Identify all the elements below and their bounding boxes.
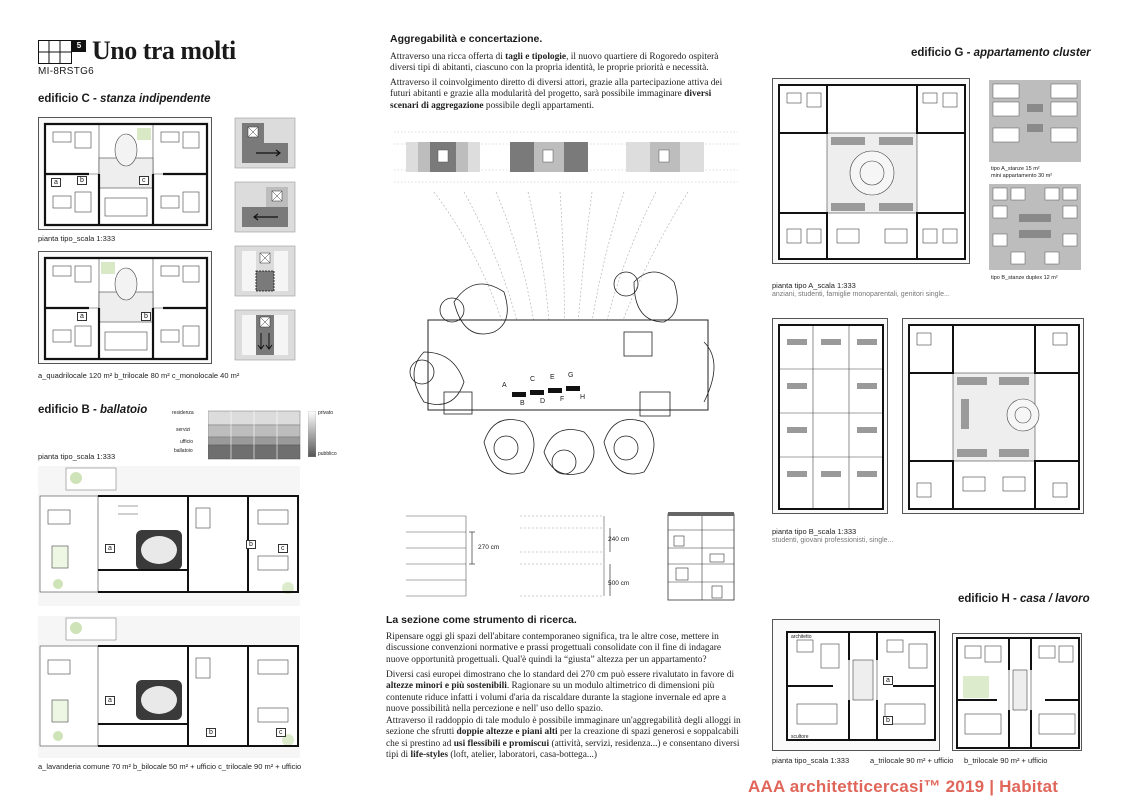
c-caption-2: a_quadrilocale 120 m² b_trilocale 80 m² c_monolocale 40 m² — [38, 371, 240, 380]
panel-number-badge: 5 — [72, 40, 86, 52]
b-plan1-label-a: a — [105, 544, 115, 553]
dim-240: 240 cm — [608, 536, 630, 543]
c-plan1-label-b: b — [77, 176, 87, 185]
page-title: Uno tra molti — [92, 36, 236, 65]
edificio-c-plan-1 — [38, 117, 212, 230]
s2p3-bold-run: life-styles — [410, 750, 448, 761]
letter-f: F — [560, 396, 565, 403]
s1p1-run: Attraverso una ricca offerta di — [390, 52, 506, 62]
b-legend-residenza: residenza — [172, 410, 194, 416]
edificio-h-plan-2 — [952, 633, 1082, 751]
g-type-a-label — [991, 166, 1052, 180]
section-2-paragraph-2 — [386, 670, 746, 716]
b-caption-1: pianta tipo_scala 1:333 — [38, 452, 116, 461]
b-plan2-label-c: c — [276, 728, 286, 737]
edificio-g-plan-a — [772, 78, 970, 264]
edificio-b-subtitle: ballatoio — [99, 404, 148, 416]
h-plan1-label-a: a — [883, 676, 893, 685]
participation-table-illustration — [404, 192, 732, 482]
g-caption-a: pianta tipo A_scala 1:333 — [772, 281, 856, 290]
h-caption-1: pianta tipo_scala 1:333 — [772, 756, 850, 765]
g-type-a-line-2: mini appartamento 30 m² — [991, 173, 1053, 179]
section-2-paragraph-3 — [386, 716, 746, 762]
b-caption-2: a_lavanderia comune 70 m² b_bilocale 50 m² + ufficio c_trilocale 90 m² + ufficio — [38, 762, 302, 771]
edificio-g-label: edificio G - — [911, 47, 974, 59]
edificio-b-title — [38, 404, 147, 416]
b-section-diagram — [172, 409, 338, 461]
section-1-title: Aggregabilità e concertazione. — [390, 33, 543, 45]
b-plan1-label-c: c — [278, 544, 288, 553]
section-diagram-240-500 — [520, 508, 640, 602]
g-sub-b: studenti, giovani professionisti, single... — [772, 537, 894, 544]
s1p1-bold-run: tagli e tipologie — [505, 52, 567, 62]
letter-b: B — [520, 400, 525, 407]
g-sub-a: anziani, studenti, famiglie monoparentali, genitori single... — [772, 291, 950, 298]
b-gradient-privato: privato — [318, 410, 334, 416]
b-legend-ballatoio: ballatoio — [174, 448, 193, 454]
c-plan1-label-c: c — [139, 176, 149, 185]
aggregation-grid-diagrams — [394, 122, 738, 192]
s1p2-run: Attraverso il coinvolgimento diretto di diversi attori, grazie alla partecipazione attiva dei futuri abitanti e grazie alla modularità del progetto, sarà possibile immaginare — [390, 78, 723, 100]
letter-a: A — [502, 382, 507, 389]
b-legend-servizi: servizi — [176, 427, 191, 433]
edificio-h-label: edificio H - — [958, 593, 1020, 605]
g-caption-b: pianta tipo B_scala 1:333 — [772, 527, 857, 536]
edificio-g-subtitle: appartamento cluster — [973, 47, 1091, 59]
h-caption-3: b_trilocale 90 m² + ufficio — [964, 756, 1048, 765]
edificio-g-plan-b-right — [902, 318, 1084, 514]
edificio-g-plan-b-left — [772, 318, 888, 514]
g-type-b-label: tipo B_stanze duplex 12 m² — [991, 275, 1058, 281]
b-legend-ufficio: ufficio — [180, 439, 193, 445]
letter-h: H — [580, 394, 586, 401]
dim-500: 500 cm — [608, 580, 630, 587]
s2p3-run: Attraverso il raddoppio di tale modulo è possibile immaginare un'aggregabilità degli alloggi in sezione che sfrutti — [386, 716, 741, 738]
g-type-a-diagram — [989, 80, 1081, 162]
c-caption-1: pianta tipo_scala 1:333 — [38, 234, 116, 243]
section-1-paragraph-1 — [390, 52, 740, 75]
s2p3-run: per la creazione di spazi generosi e soppalcabili che si prestino ad — [386, 727, 739, 749]
s1p1-run: , il nuovo quartiere di Rogoredo ospiterà diversi tipi di abitanti, ciascuno con la propria identità, le proprie priorità e necessità. — [390, 52, 719, 74]
h-label-scultore: scultore — [791, 734, 809, 740]
letter-d: D — [540, 398, 546, 405]
s2p3-bold-run: doppie altezze e piani alti — [456, 727, 558, 738]
edificio-c-label: edificio C - — [38, 93, 100, 105]
letter-e: E — [550, 374, 555, 381]
s2p2-bold-run: altezze minori e più sostenibili — [386, 681, 507, 692]
s1p2-bold-run: diversi scenari di aggregazione — [390, 89, 712, 111]
b-plan1-label-b: b — [246, 540, 256, 549]
c-aggregation-diagrams — [234, 117, 296, 367]
s2p2-run: . Ragionare su un modulo altimetrico di dimensioni più contenute riduce infatti i volumi d'aria da riscaldare durante la stagione invernale ed apre a nuove possibilità nella percezione e nell' uso dello spazio. — [386, 681, 727, 715]
edificio-c-subtitle: stanza indipendente — [99, 93, 211, 105]
s2p2-run: Diversi casi europei dimostrano che lo standard dei 270 cm può essere rivalutato in favore di — [386, 670, 735, 680]
section-diagram-270 — [400, 508, 510, 602]
section-2-paragraph-1 — [386, 632, 746, 666]
logo-grid-icon — [38, 40, 72, 64]
edificio-b-plan-2 — [38, 616, 300, 758]
letter-c: C — [530, 376, 536, 383]
b-plan2-label-a: a — [105, 696, 115, 705]
h-label-architetto: architetto — [791, 634, 812, 640]
h-plan1-label-b: b — [883, 716, 893, 725]
footer-brand: AAA architetticercasi™ 2019 | Habitat — [748, 777, 1059, 796]
s2p3-run: (loft, atelier, laboratori, casa-bottega...) — [447, 750, 598, 761]
letter-g: G — [568, 372, 574, 379]
b-plan2-label-b: b — [206, 728, 216, 737]
b-gradient-pubblico: pubblico — [318, 451, 337, 457]
s2p3-run: (attività, servizi, residenza...) e consentano diversi tipi di — [386, 738, 740, 761]
s2p3-bold-run: usi flessibili e promiscui — [453, 738, 550, 749]
section-1-paragraph-2 — [390, 78, 740, 112]
section-2-title: La sezione come strumento di ricerca. — [386, 614, 577, 626]
edificio-b-label: edificio B - — [38, 404, 100, 416]
edificio-b-plan-1 — [38, 466, 300, 606]
edificio-c-title — [38, 93, 211, 105]
dim-270: 270 cm — [478, 544, 500, 551]
edificio-h-title — [958, 593, 1090, 605]
project-code: MI-8RSTG6 — [38, 66, 95, 77]
g-type-a-line-1: tipo A_stanze 15 m² — [991, 166, 1040, 172]
c-plan2-label-b: b — [141, 312, 151, 321]
edificio-h-plan-1 — [772, 619, 940, 751]
c-plan2-label-a: a — [77, 312, 87, 321]
edificio-c-plan-2 — [38, 251, 212, 364]
h-caption-2: a_trilocale 90 m² + ufficio — [870, 756, 954, 765]
section-drawing-detailed — [666, 508, 738, 602]
edificio-g-title — [911, 47, 1091, 59]
edificio-h-subtitle: casa / lavoro — [1019, 593, 1090, 605]
g-type-b-diagram — [989, 184, 1081, 270]
s1p2-run: possibile degli appartamenti. — [483, 100, 594, 111]
c-plan1-label-a: a — [51, 178, 61, 187]
s2p1-run: Ripensare oggi gli spazi dell'abitare contemporaneo significa, tra le altre cose, mettere in discussione convenzioni normative e prassi progettuali consolidate con il fine di indagare nuove opportunità progettuali. Qual'è quindi la “giusta” altezza per un appartamento? — [386, 632, 722, 665]
